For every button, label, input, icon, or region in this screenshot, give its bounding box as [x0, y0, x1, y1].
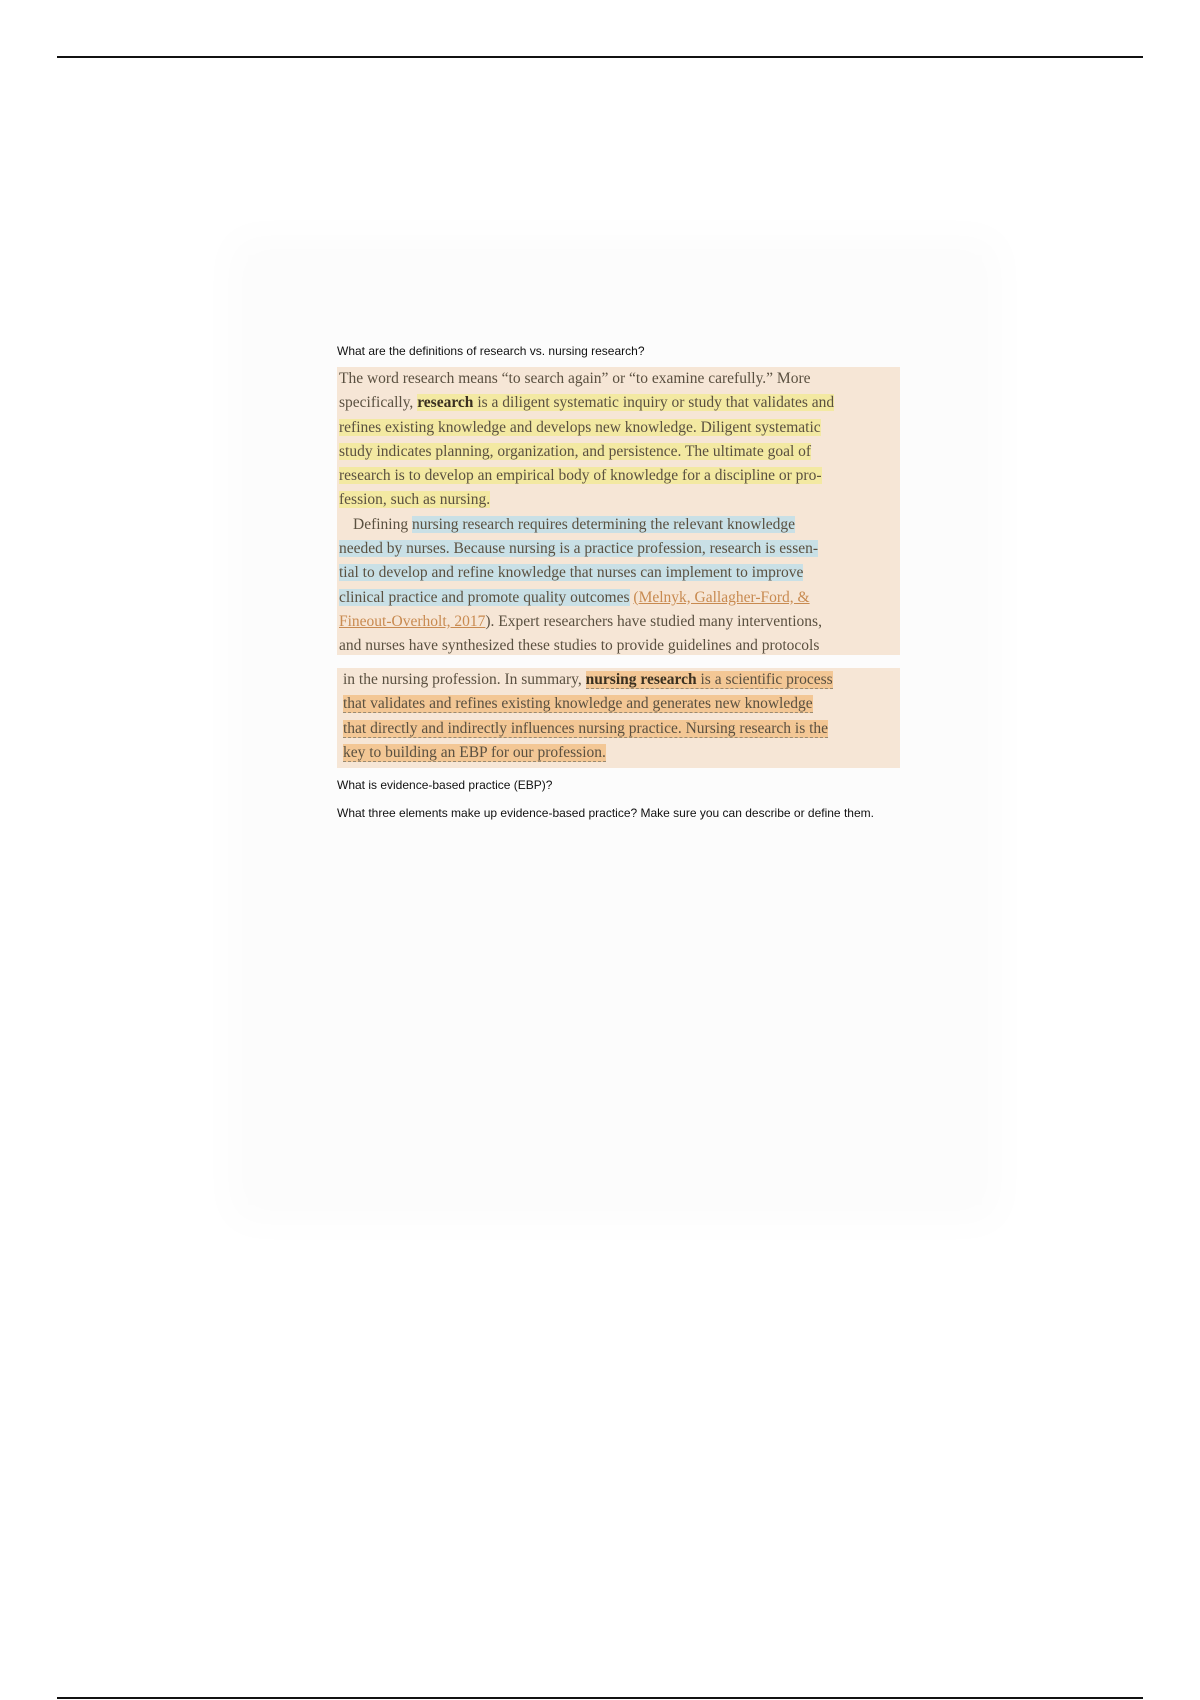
header-rule: [57, 56, 1143, 58]
excerpt-text: in the nursing profession. In summary,: [343, 671, 582, 688]
excerpt-line: [339, 488, 898, 512]
excerpt-line: [339, 513, 898, 537]
excerpt-text: The word research means “to search again” or “to examine carefully.” More: [339, 370, 811, 387]
highlighted-text: nursing research requires determining the relevant knowledge: [411, 515, 796, 533]
highlighted-text: refines existing knowledge and develops new knowledge. Diligent systematic: [339, 418, 821, 436]
footer-rule: [57, 1697, 1143, 1699]
excerpt-line: [339, 561, 898, 585]
highlighted-text: clinical practice and promote quality outcomes: [339, 588, 630, 606]
highlighted-text: study indicates planning, organization, and persistence. The ultimate goal of: [339, 442, 812, 460]
excerpt-line: [343, 741, 894, 765]
highlighted-text: key to building an EBP for our profession.: [343, 743, 606, 761]
excerpt-text: ). Expert researchers have studied many interventions,: [485, 612, 822, 630]
textbook-excerpt-image-continued: [337, 668, 900, 768]
highlighted-text: that validates and refines existing knowledge and generates new knowledge: [343, 695, 813, 713]
excerpt-line: [339, 416, 898, 440]
citation-link: Fineout-Overholt, 2017: [339, 612, 486, 630]
excerpt-line: [339, 634, 898, 658]
excerpt-line: [339, 367, 898, 391]
excerpt-line: [339, 391, 898, 415]
excerpt-line: [343, 668, 894, 692]
excerpt-line: [343, 717, 894, 741]
excerpt-text: Defining: [353, 515, 409, 533]
excerpt-line: [339, 464, 898, 488]
excerpt-line: [343, 692, 894, 716]
question-research-definitions: What are the definitions of research vs. nursing research?: [337, 344, 645, 358]
excerpt-text: specifically,: [339, 394, 414, 412]
citation-link: Melnyk, Gallagher-Ford, &: [638, 588, 810, 606]
highlighted-text: is a scientific process: [700, 671, 833, 688]
highlighted-text: that directly and indirectly influences nursing practice. Nursing research is the: [343, 719, 829, 737]
excerpt-text: is a diligent systematic inquiry or study that validates and: [477, 394, 835, 412]
question-ebp-elements: What three elements make up evidence-based practice? Make sure you can describe or define them.: [337, 806, 874, 820]
excerpt-line: [339, 610, 898, 634]
question-ebp-definition: What is evidence-based practice (EBP)?: [337, 778, 553, 792]
research-term: research: [417, 394, 474, 412]
highlighted-text: tial to develop and refine knowledge that nurses can implement to improve: [339, 564, 804, 582]
textbook-excerpt-image: [337, 367, 900, 655]
highlighted-text: fession, such as nursing.: [339, 491, 491, 509]
citation-paren: (: [633, 588, 639, 606]
highlighted-text: research is to develop an empirical body of knowledge for a discipline or pro-: [339, 467, 822, 485]
excerpt-line: [339, 537, 898, 561]
excerpt-text: and nurses have synthesized these studies to provide guidelines and protocols: [339, 637, 820, 655]
excerpt-line: [339, 440, 898, 464]
excerpt-line: [339, 586, 898, 610]
highlighted-text: needed by nurses. Because nursing is a practice profession, research is essen-: [339, 540, 819, 558]
nursing-research-term: nursing research: [585, 671, 697, 688]
